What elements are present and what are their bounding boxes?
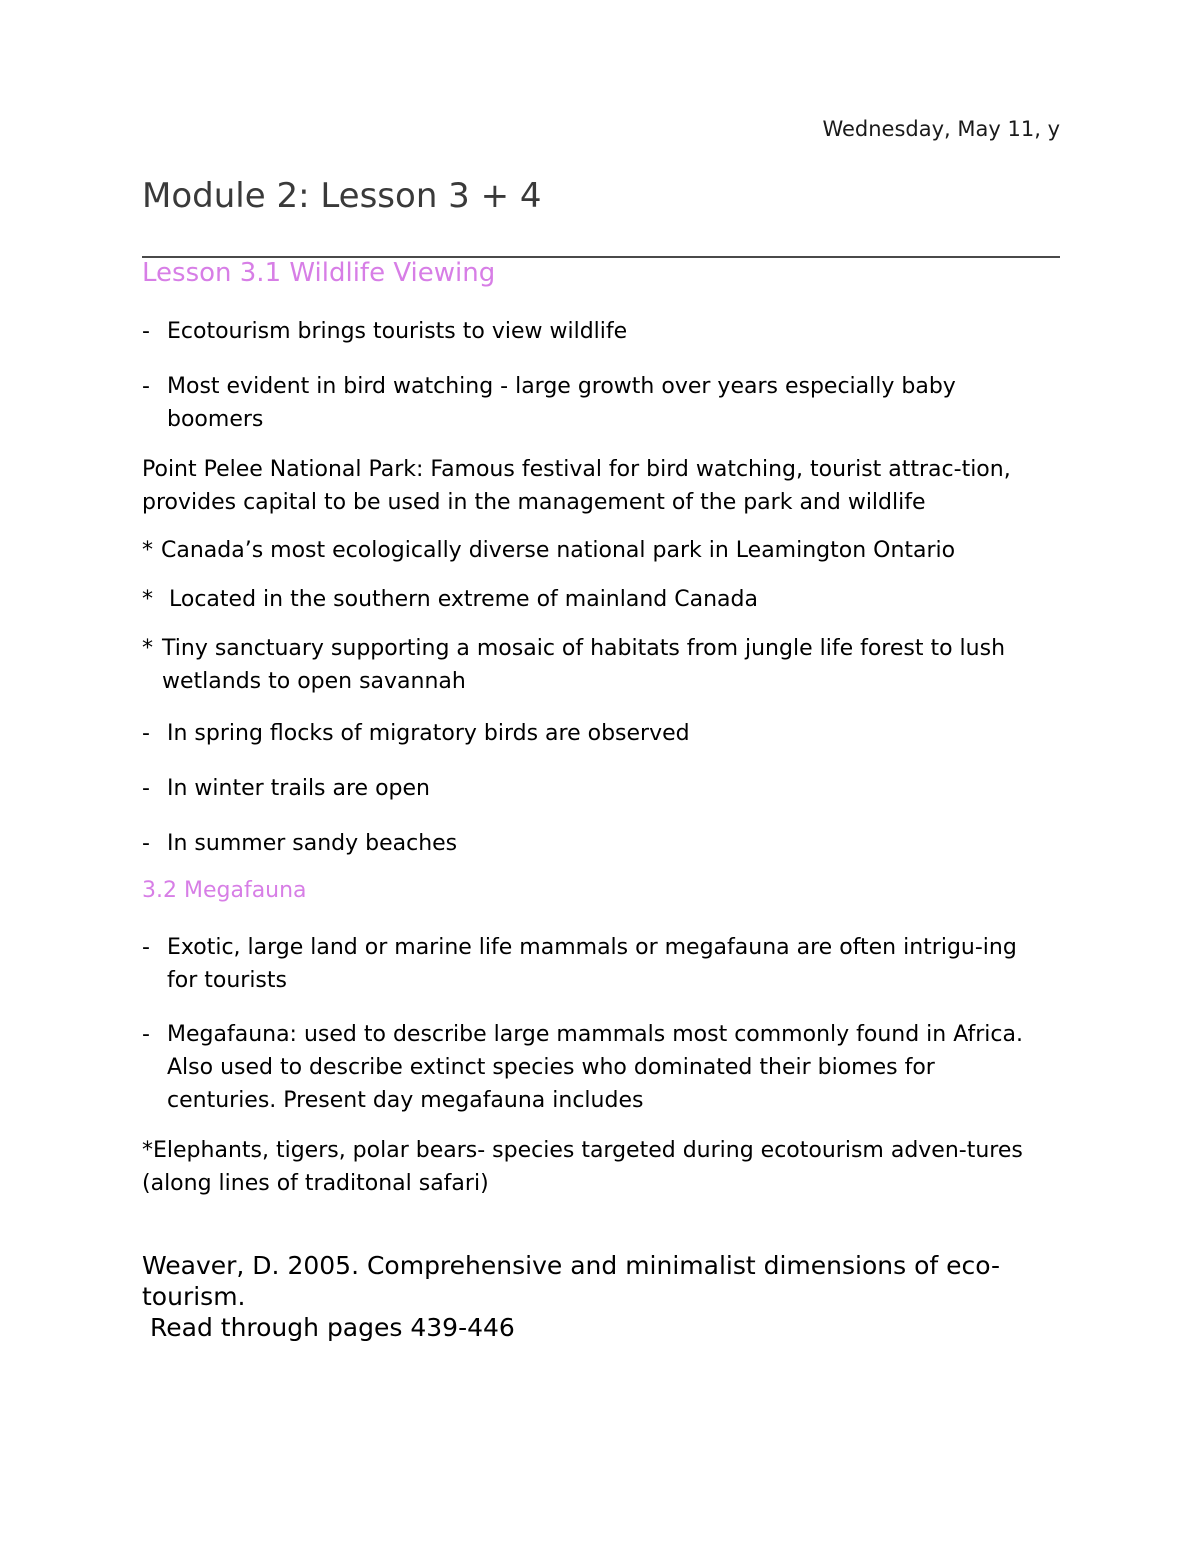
star-marker: * bbox=[142, 636, 153, 661]
bullet-marker: - bbox=[142, 319, 150, 344]
list-item: Located in the southern extreme of mainland Canada bbox=[169, 587, 758, 612]
star-marker: * bbox=[142, 538, 153, 563]
page-title: Module 2: Lesson 3 + 4 bbox=[142, 176, 542, 216]
list-item: Ecotourism brings tourists to view wildlife bbox=[167, 319, 628, 344]
list-item: Tiny sanctuary supporting a mosaic of habitats from jungle life forest to lush wetlands to open savannah bbox=[162, 636, 1006, 694]
bullet-marker: - bbox=[142, 831, 150, 856]
reading-instruction: Read through pages 439-446 bbox=[150, 1313, 515, 1342]
list-item: In spring flocks of migratory birds are observed bbox=[167, 721, 690, 746]
species-paragraph: *Elephants, tigers, polar bears- species targeted during ecotourism adven-tures (along lines of traditonal safari) bbox=[142, 1138, 1023, 1196]
list-item: Canada’s most ecologically diverse national park in Leamington Ontario bbox=[161, 538, 956, 563]
list-item: Most evident in bird watching - large growth over years especially baby boomers bbox=[167, 374, 956, 432]
bullet-marker: - bbox=[142, 776, 150, 801]
date-line: Wednesday, May 11, y bbox=[822, 117, 1060, 141]
bullet-marker: - bbox=[142, 935, 150, 960]
list-item: In summer sandy beaches bbox=[167, 831, 458, 856]
list-item: Megafauna: used to describe large mammals most commonly found in Africa. Also used to describe extinct species who dominated their biomes for centuries. Present day megafauna includes bbox=[167, 1022, 1023, 1113]
bullet-marker: - bbox=[142, 721, 150, 746]
section-heading-megafauna: 3.2 Megafauna bbox=[142, 878, 307, 903]
reference-citation: Weaver, D. 2005. Comprehensive and minimalist dimensions of eco-tourism. bbox=[142, 1251, 1001, 1311]
bullet-marker: - bbox=[142, 1022, 150, 1047]
star-marker: * bbox=[142, 587, 153, 612]
list-item: Exotic, large land or marine life mammals or megafauna are often intrigu-ing for tourists bbox=[167, 935, 1017, 993]
section-heading-wildlife-viewing: Lesson 3.1 Wildlife Viewing bbox=[142, 258, 496, 288]
bullet-marker: - bbox=[142, 374, 150, 399]
list-item: In winter trails are open bbox=[167, 776, 430, 801]
park-paragraph: Point Pelee National Park: Famous festival for bird watching, tourist attrac-tion, provides capital to be used in the management of the park and wildlife bbox=[142, 457, 1011, 515]
